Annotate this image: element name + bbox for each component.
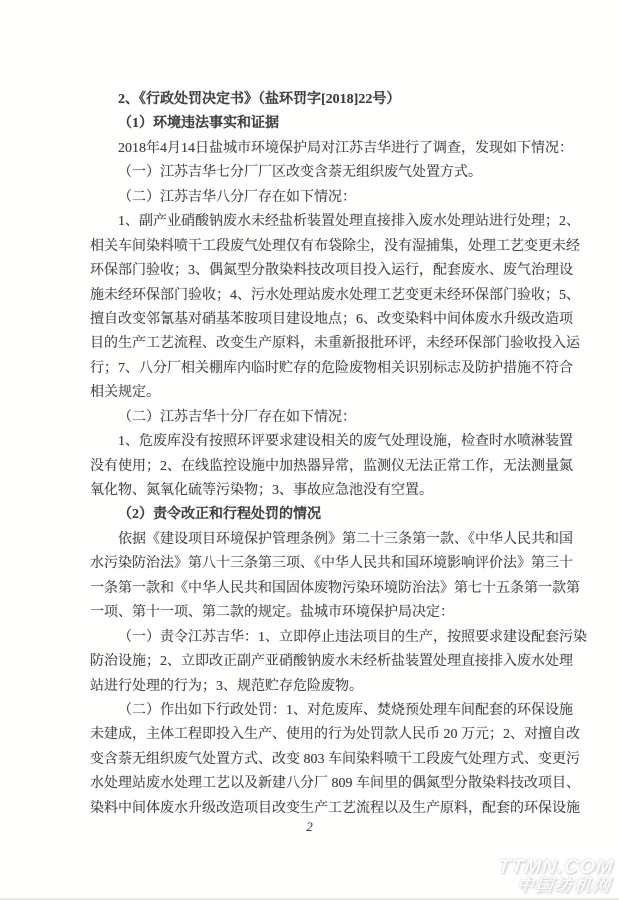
doc-line: （二）江苏吉华八分厂存在如下情况： (118, 189, 356, 205)
doc-line: （一）江苏吉华七分厂厂区改变含萘无组织废气处置方式。 (118, 165, 482, 181)
doc-line: （二）作出如下行政处罚：1、对危废库、焚烧预处理车间配套的环保设施 (118, 702, 573, 718)
doc-line: （二）江苏吉华十分厂存在如下情况： (118, 409, 356, 425)
watermark-site-name: 中国纺机网 (515, 876, 613, 896)
doc-line: 1、危废库没有按照环评要求建设相关的废气处理设施，检查时水喷淋装置 (118, 434, 573, 450)
doc-line: 染料中间体废水升级改造项目改变生产工艺流程以及生产原料，配套的环保设施 (90, 800, 580, 816)
doc-line: 依据《建设项目环境保护管理条例》第二十三条第一款、《中华人民共和国 (118, 531, 573, 547)
doc-line: 防治设施；2、立即改正副产亚硝酸钠废水未经析盐装置处理直接排入废水处理 (90, 654, 573, 670)
doc-line: 环保部门验收；3、偶氮型分散染料技改项目投入运行，配套废水、废气治理设 (90, 263, 573, 279)
doc-line: 没有使用；2、在线监控设施中加热器异常，监测仪无法正常工作，无法测量氮 (90, 458, 573, 474)
doc-line: 2018年4月14日盐城市环境保护局对江苏吉华进行了调查，发现如下情况： (118, 140, 573, 156)
site-watermark (495, 857, 615, 895)
doc-heading-section-1: （1）环境违法事实和证据 (118, 116, 279, 132)
doc-line: 一项、第十一项、第二款的规定。盐城市环境保护局决定： (90, 605, 454, 621)
doc-line: 相关车间染料喷干工段废气处理仅有布袋除尘，没有湿捕集，处理工艺变更未经 (90, 238, 580, 254)
doc-line: 水处理站废水处理工艺以及新建八分厂 809 车间里的偶氮型分散染料技改项目、 (90, 776, 580, 792)
doc-line: 站进行处理的行为；3、规范贮存危险废物。 (90, 678, 363, 694)
watermark-site-url: TTMN.COM (497, 856, 616, 879)
page-number: 2 (306, 819, 313, 834)
doc-line: 一条第一款和《中华人民共和国固体废物污染环境防治法》第七十五条第一款第 (90, 580, 580, 596)
doc-line: （一）责令江苏吉华：1、立即停止违法项目的生产，按照要求建设配套污染 (118, 629, 587, 645)
doc-line: 水污染防治法》第八十三条第三项、《中华人民共和国环境影响评价法》第三十 (90, 556, 573, 572)
doc-line: 1、副产业硝酸钠废水未经盐析装置处理直接排入废水处理站进行处理；2、 (118, 214, 580, 230)
doc-line: 未建成，主体工程即投入生产、使用的行为处罚款人民币 20 万元；2、对擅自改 (90, 727, 580, 743)
doc-heading-title: 2、《行政处罚决定书》（盐环罚字[2018]22号） (118, 92, 401, 107)
doc-line: 擅自改变邻氰基对硝基苯胺项目建设地点；6、改变染料中间体废水升级改造项 (90, 311, 573, 327)
doc-line: 相关规定。 (90, 385, 160, 401)
doc-line: 目的生产工艺流程、改变生产原料，未重新报批环评，未经环保部门验收投入运 (90, 336, 580, 352)
doc-line: 变含萘无组织废气处置方式、改变 803 车间染料喷干工段废气处理方式、变更污 (90, 751, 580, 767)
doc-line: 氧化物、氮氧化硫等污染物；3、事故应急池没有空置。 (90, 483, 433, 498)
doc-line: 施未经环保部门验收；4、污水处理站废水处理工艺变更未经环保部门验收；5、 (90, 287, 580, 303)
doc-line: 行；7、八分厂相关棚库内临时贮存的危险废物相关识别标志及防护措施不符合 (90, 360, 573, 376)
doc-heading-section-2: （2）责令改正和行程处罚的情况 (118, 507, 321, 523)
document-body (90, 88, 587, 821)
